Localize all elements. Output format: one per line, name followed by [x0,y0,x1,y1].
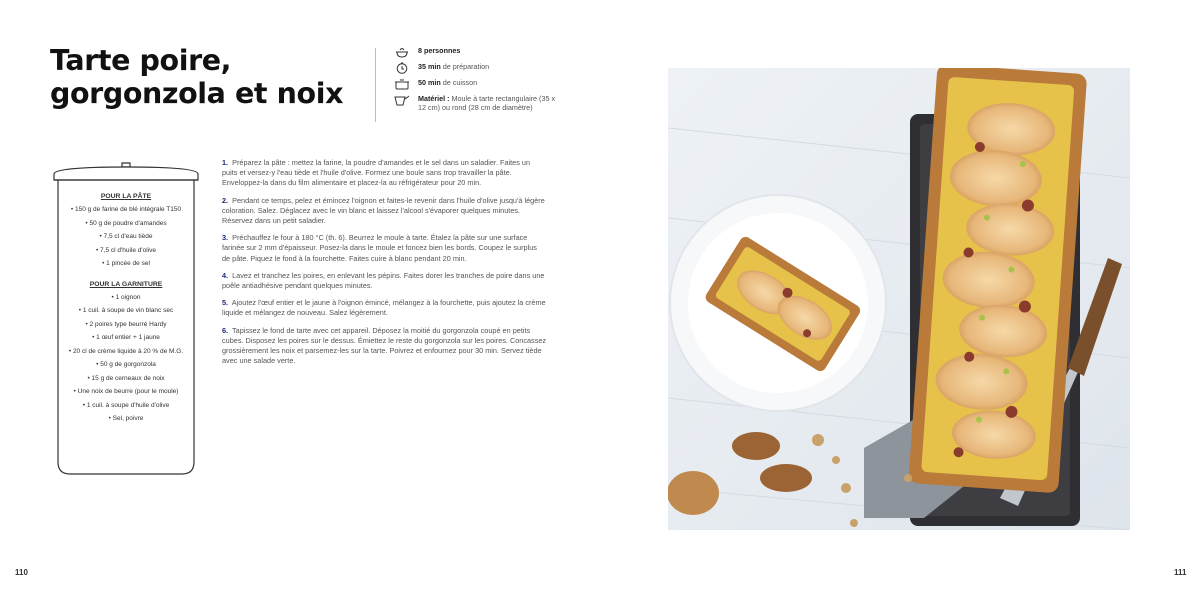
meta-cook-time: 50 min de cuisson [394,78,594,90]
ingredient-item: • 1 cuil. à soupe d'huile d'olive [82,401,170,409]
meta-servings-value: 8 personnes [418,46,461,55]
ingredients-list [54,192,198,429]
meta-prep-time: 35 min de préparation [394,62,594,74]
walnut-half [732,432,780,460]
meta-equipment: Matériel : Moule à tarte rectangulaire (35 x 12 cm) ou rond (28 cm de diamètre) [394,94,594,112]
step-number: 4. [222,270,229,280]
ingredient-item: • 50 g de gorgonzola [96,361,156,368]
ingredient-item: • 1 pincée de sel [102,260,150,267]
ingredient-item: • 7,5 cl d'eau tiède [99,233,153,240]
step-4 [222,271,547,291]
page-number-right: 111 [1174,568,1187,577]
ingredient-item: • 15 g de cerneaux de noix [87,374,165,382]
step-text: Lavez et tranchez les poires, en enlevant les pépins. Faites dorer les tranches de poire dans une poêle antiadhésive pendant quelques minutes. [222,270,545,291]
header-divider [375,48,376,122]
step-number: 5. [222,298,229,308]
whole-walnut [668,471,719,515]
ingredient-item: • 1 œuf entier + 1 jaune [92,334,160,341]
pear-tart [908,68,1087,493]
step-6 [222,326,547,367]
step-text: Pendant ce temps, pelez et émincez l'oignon et faites-le revenir dans l'huile d'olive jusqu'à légère coloration. Salez. Déglacez avec le vin blanc et laissez l'alcool s'évaporer quelques minutes. Réservez dans un petit saladier. [222,195,545,226]
step-text: Préchauffez le four à 180 °C (th. 6). Beurrez le moule à tarte. Étalez la pâte sur une surface farinée sur 2 mm d'épaisseur. Posez-la dans le moule et foncez bien les bords. Coupez le surplus de pâte. Piquez le fond à la fourchette. Faites cuire à blanc pendant 20 min. [222,233,537,263]
walnut-half [760,464,812,492]
recipe-steps [222,158,547,373]
ingredient-item: • 1 oignon [111,293,141,301]
step-3 [222,233,547,264]
ingredient-item: • 2 poires type beurré Hardy [85,320,167,328]
pastry-heading: POUR LA PÂTE [100,193,152,200]
step-number: 2. [222,195,229,205]
recipe-meta [394,46,594,116]
prep-time-icon [394,62,410,74]
ingredient-item: • 20 cl de crème liquide à 20 % de M.G. [68,347,184,355]
ingredient-item: • 1 cuil. à soupe de vin blanc sec [78,307,174,314]
ingredient-item: • 7,5 cl d'huile d'olive [95,246,157,254]
step-number: 6. [222,325,229,335]
recipe-title: Tarte poire, gorgonzola et noix [50,44,344,110]
step-text: Préparez la pâte : mettez la farine, la poudre d'amandes et le sel dans un saladier. Faites un puits et versez-y l'eau tiède et l'huile d'olive. Formez une boule sans trop travailler la pâte. Enveloppez-la dans du film alimentaire et placez-la au réfrigérateur pour 20 min. [222,158,531,188]
ingredient-item: • 50 g de poudre d'amandes [85,219,167,227]
step-number: 3. [222,233,229,243]
ingredients-jar [48,160,204,478]
step-number: 1. [222,158,229,167]
step-2 [222,196,547,227]
ingredient-item: • 150 g de farine de blé intégrale T150 [70,206,182,213]
filling-heading: POUR LA GARNITURE [89,280,163,288]
meta-equipment-label: Matériel : [418,94,450,103]
cook-time-icon [394,78,410,90]
ingredient-item: • Sel, poivre [108,415,144,422]
step-5 [222,298,547,318]
meta-prep-value: 35 min [418,62,441,71]
step-1 [222,158,547,189]
tart-illustration [668,68,1130,530]
step-text: Tapissez le fond de tarte avec cet appareil. Déposez la moitié du gorgonzola coupé en petits cubes. Disposez les poires sur le dessus. Émiettez le reste du gorgonzola sur les poires. Concassez grossièrement les noix et parsemez-les sur la tarte. Poivrez et enfournez pour 30 min. Servez tiède avec une salade verte. [222,325,547,366]
equipment-icon [394,94,410,106]
page-number-left: 110 [15,568,28,577]
right-page [600,0,1198,598]
meta-servings [394,46,594,58]
servings-icon [394,46,410,58]
step-text: Ajoutez l'œuf entier et le jaune à l'oignon émincé, mélangez à la fourchette, puis ajoutez la crème liquide et mélangez de nouveau. Salez légèrement. [222,298,546,318]
meta-cook-value: 50 min [418,78,441,87]
tart-photo [668,68,1130,530]
ingredient-item: • Une noix de beurre (pour le moule) [73,388,179,395]
